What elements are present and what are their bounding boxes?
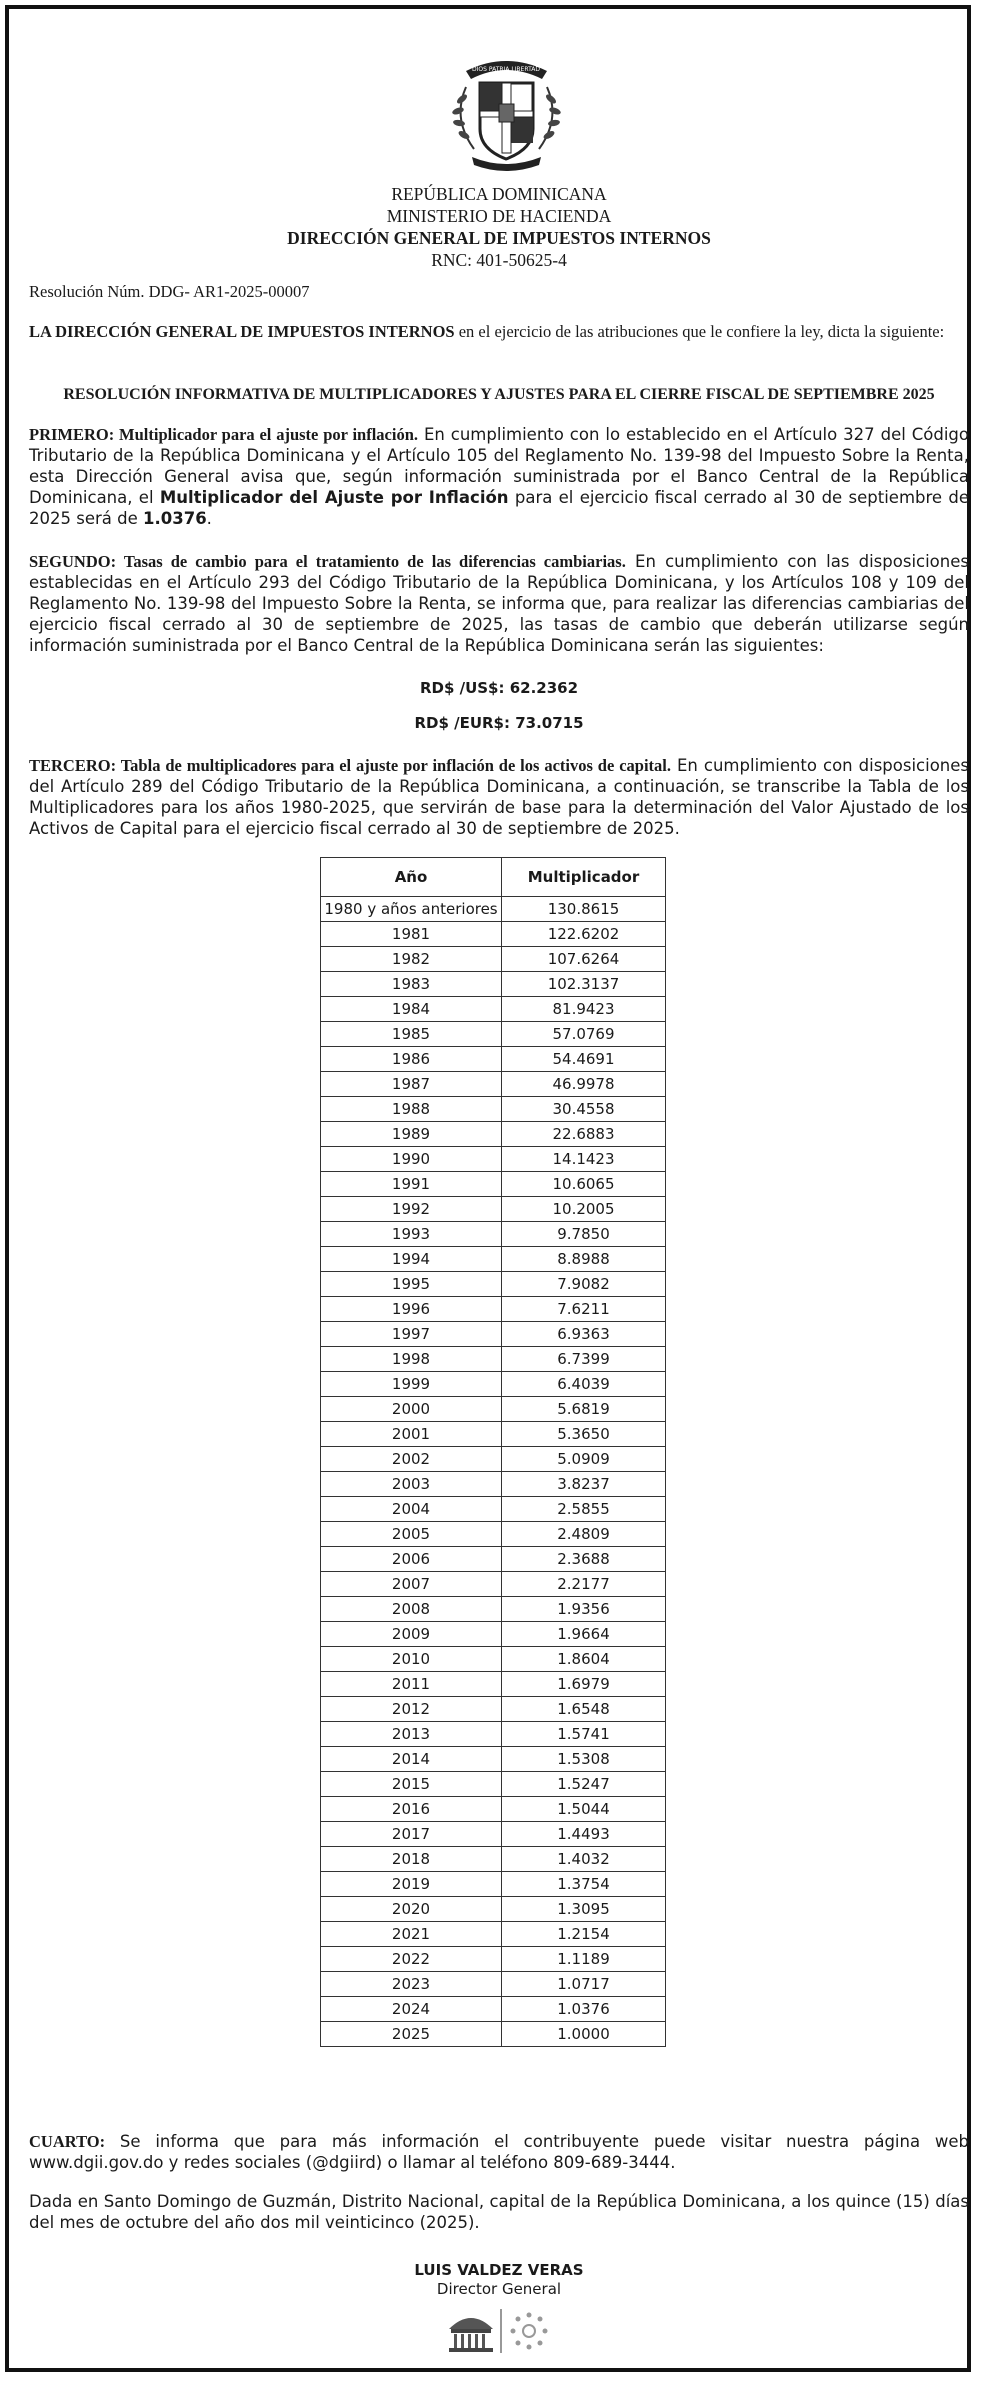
table-cell-year: 1984 [321, 997, 502, 1022]
table-header-multiplier: Multiplicador [502, 858, 666, 897]
table-cell-multiplier: 122.6202 [502, 922, 666, 947]
table-row [321, 1297, 666, 1322]
table-cell-multiplier: 6.7399 [502, 1347, 666, 1372]
table-header-year: Año [321, 858, 502, 897]
table-row [321, 1372, 666, 1397]
table-row [321, 972, 666, 997]
table-cell-year: 1989 [321, 1122, 502, 1147]
table-row [321, 1072, 666, 1097]
coat-of-arms-icon [444, 49, 569, 174]
table-cell-multiplier: 57.0769 [502, 1022, 666, 1047]
table-cell-multiplier: 1.0376 [502, 1997, 666, 2022]
table-cell-year: 2006 [321, 1547, 502, 1572]
table-cell-year: 2024 [321, 1997, 502, 2022]
table-row [321, 1147, 666, 1172]
table-cell-year: 2017 [321, 1822, 502, 1847]
table-cell-multiplier: 22.6883 [502, 1122, 666, 1147]
table-row [321, 1422, 666, 1447]
table-cell-multiplier: 1.3095 [502, 1897, 666, 1922]
table-cell-multiplier: 1.9664 [502, 1622, 666, 1647]
tercero-text: En cumplimiento con disposiciones del Artículo 289 del Código Tributario de la República Dominicana, a continuación, se transcribe la Tabla de los Multiplicadores para los años 1980-2025, que servirán de base para la determinación del Valor Ajustado de los Activos de Capital para el ejercicio fiscal cerrado al 30 de septiembre de 2025. [29, 756, 969, 838]
table-cell-multiplier: 5.0909 [502, 1447, 666, 1472]
table-cell-year: 2018 [321, 1847, 502, 1872]
table-row [321, 1547, 666, 1572]
table-row [321, 1172, 666, 1197]
cuarto-text: Se informa que para más información el contribuyente puede visitar nuestra página web www.dgii.gov.do y redes sociales (@dgiird) o llamar al teléfono 809-689-3444. [29, 2132, 969, 2172]
table-cell-year: 2012 [321, 1697, 502, 1722]
table-row [321, 1497, 666, 1522]
primero-lead: PRIMERO: Multiplicador para el ajuste por inflación. [29, 425, 419, 444]
table-cell-multiplier: 3.8237 [502, 1472, 666, 1497]
intro-paragraph [29, 321, 969, 342]
table-cell-year: 1998 [321, 1347, 502, 1372]
header-ministry: MINISTERIO DE HACIENDA [386, 206, 612, 226]
seal-motto: DIOS PATRIA LIBERTAD [472, 66, 540, 73]
table-cell-multiplier: 2.2177 [502, 1572, 666, 1597]
signature-role: Director General [436, 2280, 562, 2298]
table-cell-year: 2003 [321, 1472, 502, 1497]
table-row [321, 1097, 666, 1122]
table-cell-multiplier: 10.2005 [502, 1197, 666, 1222]
table-row [321, 1397, 666, 1422]
cuarto-lead: CUARTO: [29, 2132, 106, 2151]
table-cell-multiplier: 54.4691 [502, 1047, 666, 1072]
table-cell-year: 2021 [321, 1922, 502, 1947]
table-row [321, 1947, 666, 1972]
multiplier-table [320, 857, 666, 2047]
government-building-icon [449, 2318, 493, 2352]
table-cell-multiplier: 1.3754 [502, 1872, 666, 1897]
table-cell-year: 1982 [321, 947, 502, 972]
rate-eur: RD$ /EUR$: 73.0715 [414, 714, 584, 732]
table-row [321, 1247, 666, 1272]
table-cell-multiplier: 1.4032 [502, 1847, 666, 1872]
table-cell-multiplier: 102.3137 [502, 972, 666, 997]
table-row [321, 1597, 666, 1622]
table-cell-multiplier: 30.4558 [502, 1097, 666, 1122]
primero-end: . [206, 509, 212, 528]
header-agency: DIRECCIÓN GENERAL DE IMPUESTOS INTERNOS [287, 228, 711, 248]
table-cell-multiplier: 1.2154 [502, 1922, 666, 1947]
header-country: REPÚBLICA DOMINICANA [391, 184, 607, 204]
table-cell-year: 1993 [321, 1222, 502, 1247]
table-row [321, 2022, 666, 2047]
table-row [321, 922, 666, 947]
table-row [321, 1922, 666, 1947]
cuarto-paragraph [29, 2131, 969, 2173]
table-cell-year: 2005 [321, 1522, 502, 1547]
table-row [321, 997, 666, 1022]
table-cell-multiplier: 1.0717 [502, 1972, 666, 1997]
table-cell-year: 1992 [321, 1197, 502, 1222]
table-row [321, 1447, 666, 1472]
table-cell-year: 2015 [321, 1772, 502, 1797]
table-cell-year: 2016 [321, 1797, 502, 1822]
table-cell-year: 1997 [321, 1322, 502, 1347]
table-cell-multiplier: 6.9363 [502, 1322, 666, 1347]
table-cell-year: 2019 [321, 1872, 502, 1897]
table-row [321, 1822, 666, 1847]
intro-text: en el ejercicio de las atribuciones que le confiere la ley, dicta la siguiente: [454, 322, 945, 341]
table-row [321, 1972, 666, 1997]
primero-text2: para el ejercicio fiscal cerrado al 30 de septiembre de 2025 será de [29, 488, 969, 528]
table-cell-year: 2023 [321, 1972, 502, 1997]
table-row [321, 1872, 666, 1897]
dgii-logo-icon [511, 2313, 548, 2350]
document-page [5, 5, 971, 2372]
table-cell-multiplier: 1.6548 [502, 1697, 666, 1722]
table-body [321, 897, 666, 2047]
table-cell-multiplier: 46.9978 [502, 1072, 666, 1097]
table-cell-year: 2014 [321, 1747, 502, 1772]
table-cell-year: 1985 [321, 1022, 502, 1047]
table-row [321, 1772, 666, 1797]
table-cell-multiplier: 2.5855 [502, 1497, 666, 1522]
header-rnc: RNC: 401-50625-4 [431, 250, 567, 270]
table-cell-year: 2001 [321, 1422, 502, 1447]
primero-value: 1.0376 [143, 509, 207, 528]
table-row [321, 947, 666, 972]
table-cell-year: 2009 [321, 1622, 502, 1647]
table-cell-multiplier: 10.6065 [502, 1172, 666, 1197]
table-row [321, 1897, 666, 1922]
signature-name: LUIS VALDEZ VERAS [414, 2261, 584, 2279]
table-row [321, 1997, 666, 2022]
table-row [321, 1697, 666, 1722]
table-cell-multiplier: 5.6819 [502, 1397, 666, 1422]
table-row [321, 1022, 666, 1047]
table-row [321, 897, 666, 922]
table-row [321, 1572, 666, 1597]
resolution-number: Resolución Núm. DDG- AR1-2025-00007 [29, 282, 310, 301]
table-cell-year: 2004 [321, 1497, 502, 1522]
table-cell-year: 1980 y años anteriores [321, 897, 502, 922]
table-cell-year: 1994 [321, 1247, 502, 1272]
table-row [321, 1322, 666, 1347]
table-row [321, 1222, 666, 1247]
table-row [321, 1847, 666, 1872]
table-cell-year: 2008 [321, 1597, 502, 1622]
table-cell-year: 1988 [321, 1097, 502, 1122]
table-cell-year: 2025 [321, 2022, 502, 2047]
intro-bold: LA DIRECCIÓN GENERAL DE IMPUESTOS INTERNOS [29, 322, 455, 341]
table-cell-multiplier: 130.8615 [502, 897, 666, 922]
table-row [321, 1622, 666, 1647]
table-cell-year: 2000 [321, 1397, 502, 1422]
table-row [321, 1797, 666, 1822]
table-cell-multiplier: 7.6211 [502, 1297, 666, 1322]
table-cell-multiplier: 7.9082 [502, 1272, 666, 1297]
table-cell-multiplier: 1.6979 [502, 1672, 666, 1697]
primero-bold-mid: Multiplicador del Ajuste por Inflación [159, 488, 509, 507]
table-cell-multiplier: 8.8988 [502, 1247, 666, 1272]
table-row [321, 1347, 666, 1372]
segundo-text: En cumplimiento con las disposiciones establecidas en el Artículo 293 del Código Tributario de la República Dominicana, y los Artículos 108 y 109 del Reglamento No. 139-98 del Impuesto Sobre la Renta, se informa que, para realizar las diferencias cambiarias del ejercicio fiscal cerrado al 30 de septiembre de 2025, las tasas de cambio que deberán utilizarse según información suministrada por el Banco Central de la República Dominicana serán las siguientes: [29, 552, 969, 655]
table-cell-year: 1986 [321, 1047, 502, 1072]
table-cell-multiplier: 1.5308 [502, 1747, 666, 1772]
table-cell-multiplier: 9.7850 [502, 1222, 666, 1247]
table-row [321, 1672, 666, 1697]
table-cell-multiplier: 1.4493 [502, 1822, 666, 1847]
footer-logos [441, 2305, 561, 2355]
table-row [321, 1122, 666, 1147]
table-cell-multiplier: 6.4039 [502, 1372, 666, 1397]
table-cell-year: 1996 [321, 1297, 502, 1322]
table-cell-multiplier: 1.8604 [502, 1647, 666, 1672]
table-cell-multiplier: 107.6264 [502, 947, 666, 972]
closing-paragraph: Dada en Santo Domingo de Guzmán, Distrito Nacional, capital de la República Dominicana, a los quince (15) días del mes de octubre del año dos mil veinticinco (2025). [29, 2192, 969, 2232]
table-cell-multiplier: 81.9423 [502, 997, 666, 1022]
table-cell-year: 1999 [321, 1372, 502, 1397]
table-row [321, 1047, 666, 1072]
table-cell-year: 1991 [321, 1172, 502, 1197]
primero-text1: En cumplimiento con lo establecido en el Artículo 327 del Código Tributario de la República Dominicana y el Artículo 105 del Reglamento No. 139-98 del Impuesto Sobre la Renta, esta Dirección General avisa que, según información suministrada por el Banco Central de la República Dominicana, el [29, 425, 969, 507]
segundo-paragraph [29, 551, 969, 656]
table-cell-year: 1981 [321, 922, 502, 947]
table-cell-multiplier: 14.1423 [502, 1147, 666, 1172]
tercero-lead: TERCERO: Tabla de multiplicadores para el ajuste por inflación de los activos de capital. [29, 756, 671, 775]
table-cell-year: 1987 [321, 1072, 502, 1097]
table-header-row [321, 858, 666, 897]
table-cell-year: 2007 [321, 1572, 502, 1597]
table-cell-year: 2010 [321, 1647, 502, 1672]
table-row [321, 1472, 666, 1497]
table-cell-year: 1990 [321, 1147, 502, 1172]
table-row [321, 1522, 666, 1547]
table-row [321, 1272, 666, 1297]
table-cell-year: 1995 [321, 1272, 502, 1297]
table-cell-multiplier: 2.3688 [502, 1547, 666, 1572]
table-cell-year: 2002 [321, 1447, 502, 1472]
rate-usd: RD$ /US$: 62.2362 [419, 679, 579, 697]
table-cell-year: 2011 [321, 1672, 502, 1697]
table-cell-year: 2013 [321, 1722, 502, 1747]
resolution-title: RESOLUCIÓN INFORMATIVA DE MULTIPLICADORES Y AJUSTES PARA EL CIERRE FISCAL DE SEPTIEMBRE 2025 [63, 386, 935, 403]
primero-paragraph [29, 424, 969, 529]
table-cell-multiplier: 1.5247 [502, 1772, 666, 1797]
table-cell-multiplier: 2.4809 [502, 1522, 666, 1547]
table-row [321, 1722, 666, 1747]
table-cell-year: 1983 [321, 972, 502, 997]
segundo-lead: SEGUNDO: Tasas de cambio para el tratamiento de las diferencias cambiarias. [29, 552, 626, 571]
table-cell-multiplier: 1.1189 [502, 1947, 666, 1972]
table-cell-multiplier: 1.9356 [502, 1597, 666, 1622]
table-cell-multiplier: 1.0000 [502, 2022, 666, 2047]
tercero-paragraph [29, 755, 969, 839]
table-row [321, 1197, 666, 1222]
table-row [321, 1747, 666, 1772]
table-cell-multiplier: 1.5044 [502, 1797, 666, 1822]
table-cell-year: 2020 [321, 1897, 502, 1922]
table-cell-multiplier: 1.5741 [502, 1722, 666, 1747]
table-cell-multiplier: 5.3650 [502, 1422, 666, 1447]
table-row [321, 1647, 666, 1672]
table-cell-year: 2022 [321, 1947, 502, 1972]
